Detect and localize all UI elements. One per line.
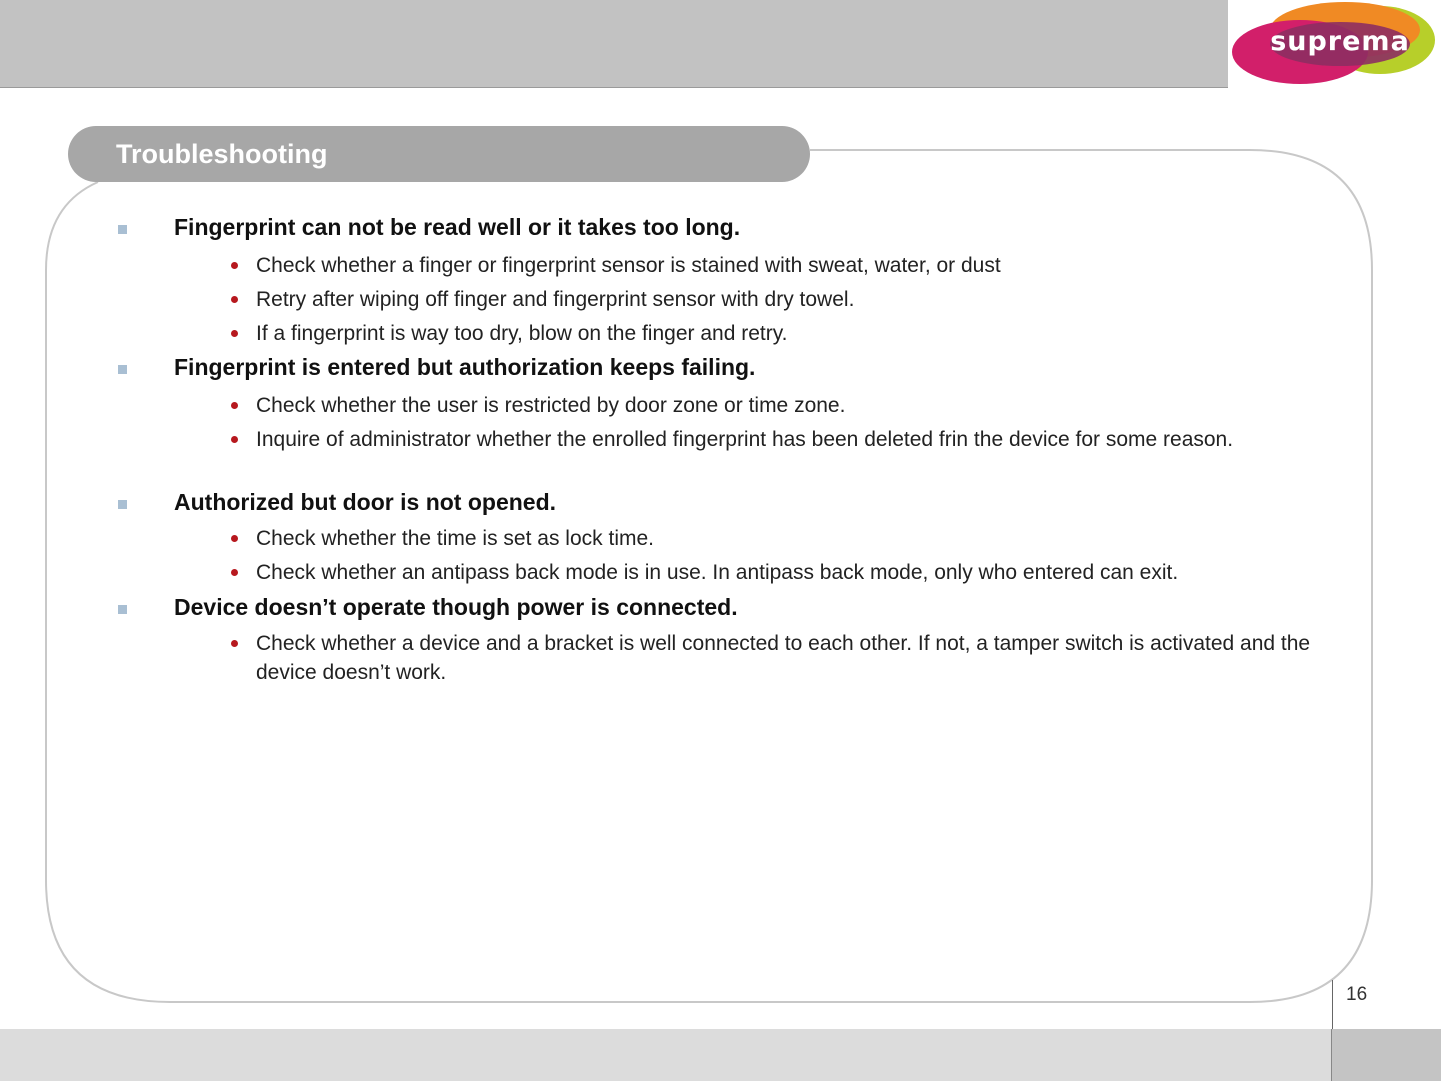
- issue-heading: Fingerprint is entered but authorization keeps failing.: [174, 354, 756, 380]
- solution-text: Check whether a finger or fingerprint sensor is stained with sweat, water, or dust: [256, 254, 1001, 277]
- red-dot-bullet-icon: [231, 296, 238, 303]
- issue-heading: Authorized but door is not opened.: [174, 489, 557, 515]
- square-bullet-icon: [118, 225, 127, 234]
- section-title: Troubleshooting: [116, 139, 328, 169]
- footer-bar: [0, 1029, 1331, 1081]
- issue-heading: Fingerprint can not be read well or it takes too long.: [174, 214, 741, 240]
- square-bullet-icon: [118, 365, 127, 374]
- solution-text: If a fingerprint is way too dry, blow on the finger and retry.: [256, 322, 788, 345]
- solution-text: Retry after wiping off finger and fingerprint sensor with dry towel.: [256, 288, 855, 311]
- red-dot-bullet-icon: [231, 330, 238, 337]
- solution-text: Inquire of administrator whether the enrolled fingerprint has been deleted frin the device for some reason.: [256, 428, 1234, 451]
- red-dot-bullet-icon: [231, 262, 238, 269]
- logo-wordmark: suprema: [1270, 26, 1410, 57]
- solution-text: Check whether an antipass back mode is in use. In antipass back mode, only who entered can exit.: [256, 561, 1179, 584]
- red-dot-bullet-icon: [231, 569, 238, 576]
- solution-text: Check whether the user is restricted by door zone or time zone.: [256, 394, 846, 417]
- page-number-divider: [1332, 980, 1333, 1030]
- footer-bar-right: [1331, 1029, 1441, 1081]
- red-dot-bullet-icon: [231, 535, 238, 542]
- square-bullet-icon: [118, 500, 127, 509]
- red-dot-bullet-icon: [231, 640, 238, 647]
- square-bullet-icon: [118, 605, 127, 614]
- page-number: 16: [1346, 984, 1368, 1005]
- red-dot-bullet-icon: [231, 402, 238, 409]
- solution-text: Check whether a device and a bracket is well connected to each other. If not, a tamper switch is activated and the device doesn’t work.: [256, 632, 1311, 684]
- solution-text: Check whether the time is set as lock time.: [256, 527, 654, 550]
- red-dot-bullet-icon: [231, 436, 238, 443]
- issue-heading: Device doesn’t operate though power is connected.: [174, 594, 738, 620]
